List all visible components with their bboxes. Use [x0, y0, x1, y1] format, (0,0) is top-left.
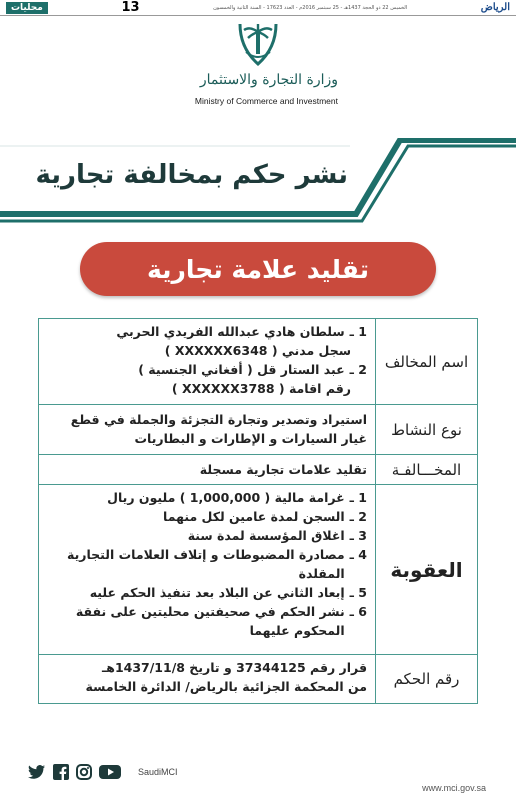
ruling-number: قرار رقم 37344125 و تاريخ 1437/11/8هـ — [101, 660, 367, 675]
newspaper-header — [0, 0, 516, 16]
violation-label: المخـــالفـة — [375, 455, 477, 484]
list-item: 2 ـ السجن لمدة عامين لكل منهما — [163, 509, 367, 524]
list-item: 4 ـ مصادرة المضبوطات و إتلاف العلامات التجارية المقلدة — [66, 547, 367, 581]
violator-details — [39, 319, 375, 404]
table-row-penalty — [39, 485, 477, 655]
ruling-label: رقم الحكم — [375, 655, 477, 703]
section-label: محليات — [6, 2, 48, 14]
list-item: 2 ـ عبد الستار قل ( أفغاني الجنسية ) — [138, 362, 367, 377]
twitter-icon[interactable] — [28, 764, 46, 780]
ministry-name-arabic: وزارة التجارة والاستثمار — [199, 72, 338, 88]
list-item: سجل مدني ( XXXXXX6348 ) — [164, 343, 351, 358]
ministry-name-english: Ministry of Commerce and Investment — [194, 96, 338, 106]
table-row-violator — [39, 319, 477, 405]
list-item: 3 ـ اغلاق المؤسسة لمدة سنة — [187, 528, 367, 543]
palm-and-swords-emblem-icon — [236, 22, 280, 70]
list-item: 1 ـ سلطان هادي عبدالله الفريدي الحربي — [116, 324, 367, 339]
website-url[interactable]: www.mci.gov.sa — [422, 783, 486, 793]
instagram-icon[interactable] — [76, 764, 92, 780]
social-handle: SaudiMCI — [138, 767, 178, 777]
activity-label: نوع النشاط — [375, 405, 477, 454]
ruling-court: من المحكمة الجزائية بالرياض/ الدائرة الخامسة — [85, 679, 367, 694]
table-row-activity — [39, 405, 477, 455]
violation-text: تقليد علامات تجارية مسجلة — [199, 462, 367, 477]
ruling-table — [38, 318, 478, 704]
title-banner — [0, 138, 516, 224]
footer — [0, 758, 516, 800]
table-row-ruling — [39, 655, 477, 703]
list-item: 1 ـ غرامة مالية ( 1,000,000 ) مليون ريال — [107, 490, 367, 505]
page-number: 13 — [121, 0, 140, 15]
violator-label: اسم المخالف — [375, 319, 477, 404]
ruling-details — [39, 655, 375, 703]
table-row-violation — [39, 455, 477, 485]
list-item: 6 ـ نشر الحكم في صحيفتين محليتين على نفقة المحكوم عليهما — [75, 604, 367, 638]
facebook-icon[interactable] — [53, 764, 69, 780]
social-icons — [28, 764, 121, 780]
list-item: 5 ـ إبعاد الثاني عن البلاد بعد تنفيذ الحكم عليه — [89, 585, 367, 600]
activity-text: استيراد وتصدير وتجارة التجزئة والجملة في قطع غيار السيارات و الإطارات و البطاريات — [70, 412, 367, 446]
page-title: نشر حكم بمخالفة تجارية — [35, 160, 348, 190]
list-item: رقم اقامة ( XXXXXX3788 ) — [171, 381, 351, 396]
newspaper-name: الرياض — [480, 2, 510, 13]
violation-type-pill: تقليد علامة تجارية — [80, 242, 436, 296]
penalty-list — [39, 485, 375, 654]
penalty-label: العقوبة — [375, 485, 477, 654]
newspaper-date-line: الخميس 22 ذو الحجة 1437هـ - 25 سبتمبر 2016م - العدد 17623 - السنة الثانية والخمسون — [213, 4, 408, 11]
ministry-logo — [0, 22, 516, 114]
youtube-icon[interactable] — [99, 764, 121, 780]
